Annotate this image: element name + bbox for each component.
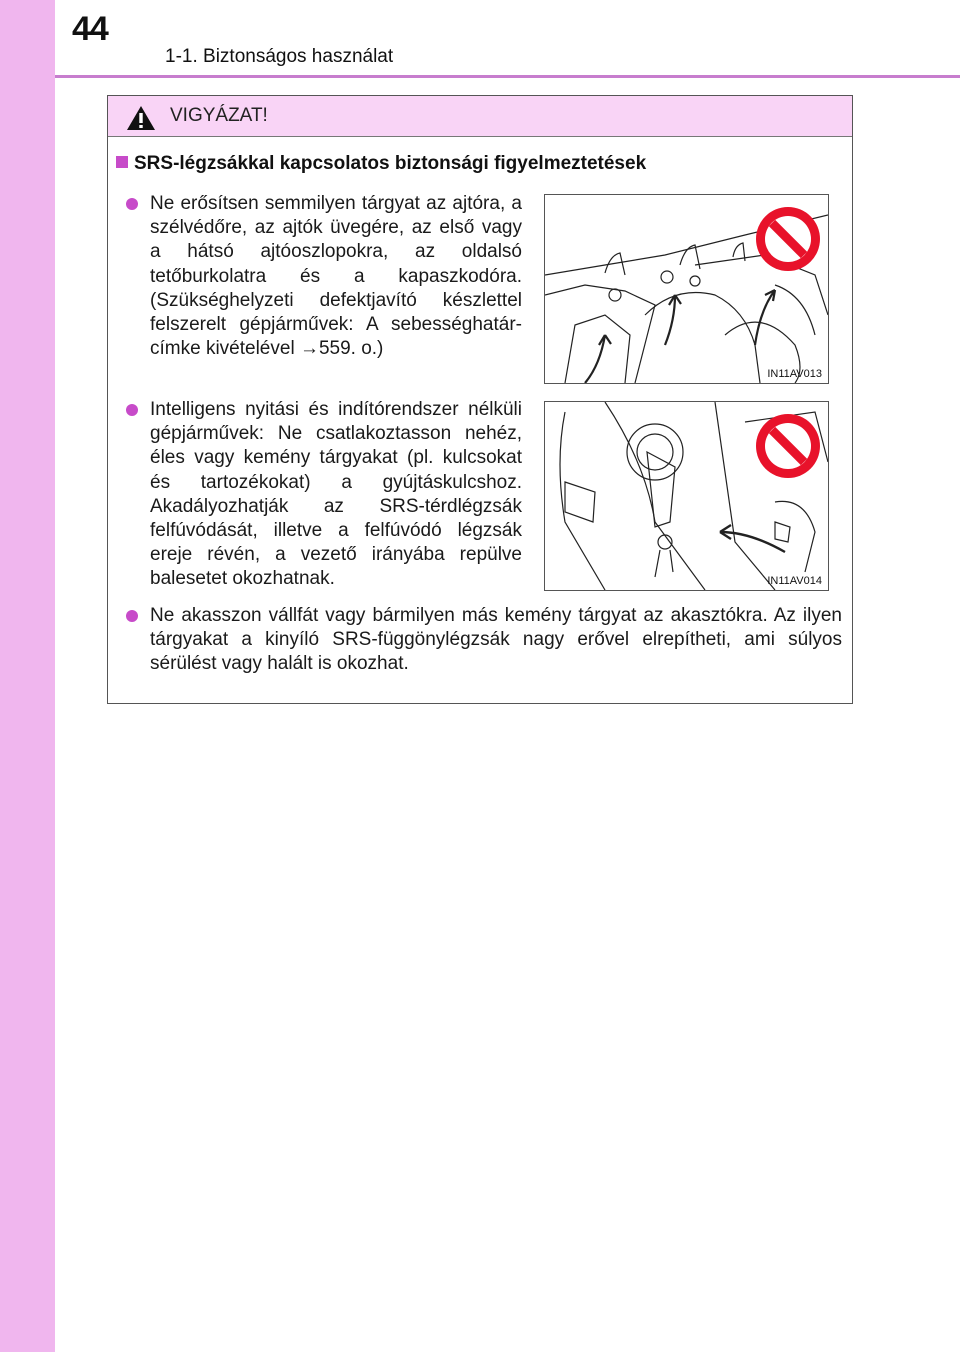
bullet-dot-icon [126, 404, 138, 416]
square-bullet-icon [116, 156, 128, 168]
header-rule [55, 75, 960, 78]
figure-ignition-key [544, 401, 829, 591]
figure-interior [544, 194, 829, 384]
warning-box [107, 95, 853, 704]
warning-triangle-icon [126, 104, 156, 132]
figure-label: IN11AV014 [767, 575, 822, 587]
warning-item-text: Intelligens nyitási és indítórendszer nélküli gépjárművek: Ne csatlakoztasson nehéz, éles vagy kemény tárgyakat (pl. kulcsokat és tartozékokat) a gyújtáskulcshoz. Akadályozhatják az SRS-térdlégzsák felfúvódását, illetve a felfúvódó légzsák ereje révén, a vezető irányába repülve balesetet okozhatnak. [150, 399, 522, 590]
bullet-dot-icon [126, 198, 138, 210]
warning-item [126, 398, 522, 592]
warning-item-text: Ne erősítsen semmilyen tárgyat az ajtóra, a szélvédőre, az ajtók üvegére, az első vagy a hátsó ajtóoszlopokra, az oldalsó tetőburkolatra és a kapaszkodóra. (Szükséghelyzeti defektjavító készlettel felszerelt gépjárművek: A sebességhatár-címke kivételével →559. o.) [150, 193, 522, 360]
car-interior-illustration [545, 195, 828, 383]
section-title: 1-1. Biztonságos használat [165, 46, 394, 67]
warning-heading-text: SRS-légzsákkal kapcsolatos biztonsági figyelmeztetések [134, 153, 647, 174]
warning-item-text: Ne akasszon vállfát vagy bármilyen más kemény tárgyat az akasztókra. Az ilyen tárgyakat a kinyíló SRS-függönylégzsák nagy erővel elrepítheti, ami súlyos sérülést vagy halált is okozhat. [150, 605, 842, 675]
warning-item [126, 192, 522, 361]
chapter-side-strip [0, 0, 55, 1352]
prohibited-icon [756, 207, 820, 271]
prohibited-icon [756, 414, 820, 478]
warning-label: VIGYÁZAT! [170, 105, 268, 126]
warning-header [108, 96, 852, 137]
page-number: 44 [72, 10, 108, 48]
figure-label: IN11AV013 [767, 368, 822, 380]
ignition-key-illustration [545, 402, 828, 590]
warning-heading [116, 153, 646, 175]
bullet-dot-icon [126, 610, 138, 622]
warning-item [126, 604, 842, 677]
